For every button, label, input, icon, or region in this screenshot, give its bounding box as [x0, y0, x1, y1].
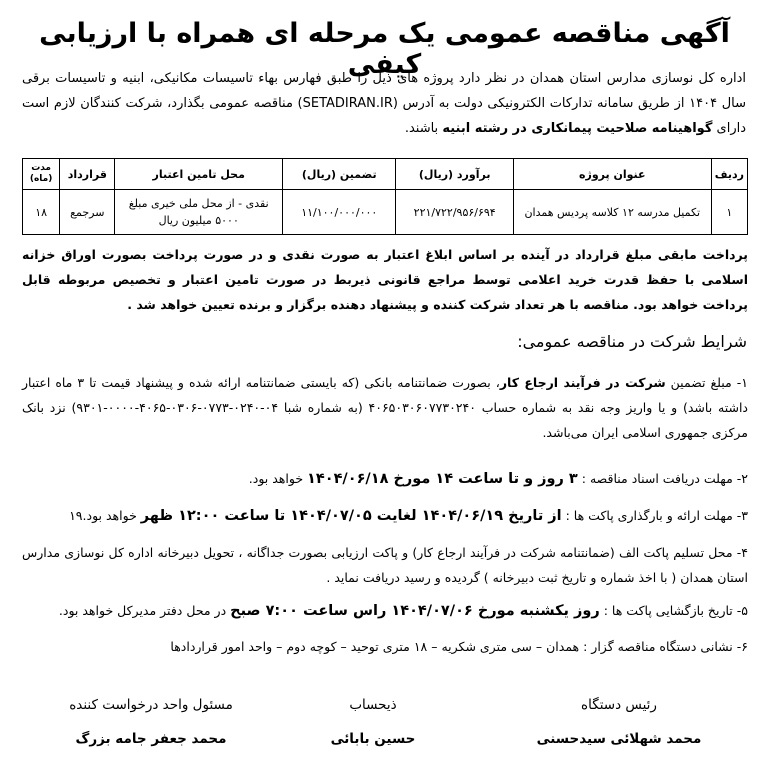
cell-guarantee: ۱۱/۱۰۰/۰۰۰/۰۰۰ [283, 190, 396, 235]
condition-bold: روز یکشنبه مورخ ۱۴۰۴/۰۷/۰۶ راس ساعت ۷:۰۰ صبح [230, 603, 600, 619]
condition-bold: شرکت در فرآیند ارجاع کار [499, 375, 666, 390]
header-row-number: ردیف [711, 159, 747, 190]
signature-role: رئیس دستگاه [581, 697, 657, 713]
table-row [23, 190, 748, 235]
condition-number: ۳- [736, 508, 748, 523]
signature-role: ذیحساب [349, 697, 397, 713]
signature-requesting-unit [41, 688, 261, 756]
condition-text: مهلت دریافت اسناد مناقصه : [581, 471, 733, 486]
projects-table [22, 158, 748, 235]
condition-item-4 [22, 540, 748, 590]
condition-item-6 [22, 634, 748, 659]
intro-text: اداره کل نوسازی مدارس استان همدان در نظر دارد پروژه های ذیل را طبق فهارس بهاء تاسیسات مکانیکی، ابنیه و تاسیسات برقی سال ۱۴۰۴ از طریق سامانه تدارکات الکترونیکی دولت به آدرس (SETADIRAN.IR) مناقصه عمومی بگذارد، شرکت کنندگان لازم است دارای [22, 71, 747, 136]
condition-item-3 [22, 503, 748, 529]
intro-paragraph [22, 66, 746, 141]
cell-funding: نقدی - از محل ملی خیری مبلغ ۵۰۰۰ میلیون ریال [115, 190, 283, 235]
condition-bold: ۳ روز و تا ساعت ۱۴ مورخ ۱۴۰۴/۰۶/۱۸ [307, 471, 578, 487]
condition-text-tail: خواهد بود.۱۹ [69, 508, 137, 523]
header-estimate: برآورد (ریال) [396, 159, 513, 190]
signature-name: محمد شهلائی سیدحسنی [536, 731, 702, 747]
condition-number: ۲- [736, 471, 748, 486]
intro-tail: باشند. [404, 121, 439, 136]
signature-head [509, 688, 729, 756]
condition-number: ۱- [736, 375, 748, 390]
header-contract: قرارداد [60, 159, 115, 190]
cell-project: تکمیل مدرسه ۱۲ کلاسه پردیس همدان [513, 190, 711, 235]
cell-duration: ۱۸ [23, 190, 60, 235]
intro-bold: گواهینامه صلاحیت پیمانکاری در رشته ابنیه [442, 121, 713, 136]
condition-text-tail: ، بصورت ضمانتنامه بانکی (که بایستی ضمانتنامه ارائه شده و پیشنهاد قیمت تا ۳ ماه اعتبار داشته باشد) و یا واریز وجه نقد به شماره حساب ۴۰۶۵۰۳۰۶۰۷۷۳۰۲۴۰ (به شماره شبا ۰۴-۰۲۴۰-۰۷۷۳-۰۳۰۶-۴۰۶۵-۰۰۰۰-۹۳۰۱) نزد بانک مرکزی جمهوری اسلامی ایران می‌باشد. [22, 375, 748, 440]
condition-text: محل تسلیم پاکت الف (ضمانتنامه شرکت در فرآیند ارجاع کار) و پاکت ارزیابی بصورت جداگانه ، تحویل دبیرخانه اداره کل نوسازی مدارس استان همدان ( با اخذ شماره و تاریخ ثبت دبیرخانه ) گردیده و رسید دریافت نماید . [22, 545, 748, 585]
header-guarantee: تضمین (ریال) [283, 159, 396, 190]
condition-item-5 [22, 598, 748, 624]
condition-number: ۵- [736, 603, 748, 618]
header-project: عنوان پروژه [513, 159, 711, 190]
condition-item-1 [22, 370, 748, 445]
condition-text-tail: در محل دفتر مدیرکل خواهد بود. [58, 603, 227, 618]
signature-role: مسئول واحد درخواست کننده [69, 697, 233, 713]
signature-accountant [263, 688, 483, 756]
condition-number: ۶- [736, 639, 748, 654]
signature-name: محمد جعفر جامه بزرگ [75, 731, 227, 747]
cell-estimate: ۲۲۱/۷۲۲/۹۵۶/۶۹۴ [396, 190, 513, 235]
condition-text: مبلغ تضمین [670, 375, 732, 390]
notice-title: آگهی مناقصه عمومی یک مرحله ای همراه با ارزیابی کیفی [39, 18, 730, 80]
table-header-row [23, 159, 748, 190]
condition-text: نشانی دستگاه مناقصه گزار : همدان – سی متری شکریه – ۱۸ متری توحید – کوچه دوم – واحد امور قراردادها [170, 639, 733, 654]
condition-number: ۴- [736, 545, 748, 560]
header-duration: مدت (ماه) [23, 159, 60, 190]
condition-bold: از تاریخ ۱۴۰۴/۰۶/۱۹ لغایت ۱۴۰۴/۰۷/۰۵ تا ساعت ۱۲:۰۰ ظهر [140, 508, 562, 524]
cell-row-number: ۱ [711, 190, 747, 235]
condition-text: مهلت ارائه و بارگذاری پاکت ها : [565, 508, 733, 523]
condition-item-2 [22, 466, 748, 492]
condition-text-tail: خواهد بود. [248, 471, 304, 486]
header-funding: محل تامین اعتبار [115, 159, 283, 190]
signature-name: حسین بابائی [330, 731, 416, 747]
condition-text: تاریخ بازگشایی پاکت ها : [603, 603, 733, 618]
payment-note: پرداخت مابقی مبلغ قرارداد در آینده بر اساس ابلاغ اعتبار به صورت نقدی و در صورت پرداخت بصورت اوراق خزانه اسلامی با حفظ قدرت خرید اعلامی توسط مراجع قانونی ذیربط در صورت تامین اعتبار و تخصیص مربوطه قابل پرداخت خواهد بود. مناقصه با هر تعداد شرکت کننده و پیشنهاد دهنده برگزار و برنده تعیین خواهد شد . [22, 247, 748, 312]
conditions-title: شرایط شرکت در مناقصه عمومی: [517, 332, 747, 351]
cell-contract: سرجمع [60, 190, 115, 235]
